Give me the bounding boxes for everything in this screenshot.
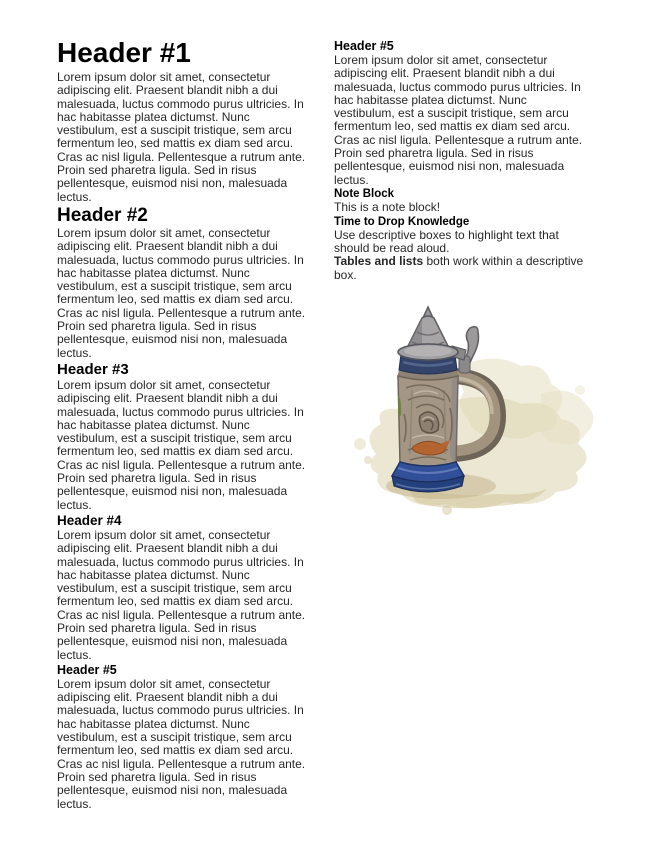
heading-level-3: Header #3 — [57, 360, 129, 378]
tables-lists-sentence — [334, 255, 587, 282]
heading-level-4: Header #4 — [57, 512, 122, 528]
regular-trail-text: both work within a descriptive box. — [334, 254, 584, 282]
note-block-title: Note Block — [334, 187, 395, 200]
knowledge-block — [334, 216, 587, 282]
body-paragraph: Lorem ipsum dolor sit amet, consectetur adipiscing elit. Praesent blandit nibh a dui malesuada, luctus commodo purus ultricies. In hac habitasse platea dictumst. Nunc vestibulum, est a suscipit tristique, sem arcu fermentum leo, sed mattis ex diam sed arcu. Cras ac nisl ligula. Pellentesque a rutrum ante. Proin sed pharetra ligula. Sed in risus pellentesque, euismod nisi non, malesuada lectus. — [57, 225, 306, 360]
beer-stein-illustration — [346, 304, 606, 519]
heading-level-5: Header #5 — [334, 39, 394, 53]
bold-lead-text: Tables and lists — [334, 254, 424, 269]
body-paragraph: Lorem ipsum dolor sit amet, consectetur adipiscing elit. Praesent blandit nibh a dui malesuada, luctus commodo purus ultricies. In hac habitasse platea dictumst. Nunc vestibulum, est a suscipit tristique, sem arcu fermentum leo, sed mattis ex diam sed arcu. Cras ac nisl ligula. Pellentesque a rutrum ante. Proin sed pharetra ligula. Sed in risus pellentesque, euismod nisi non, malesuada lectus. — [57, 527, 306, 662]
heading-level-5: Header #5 — [57, 662, 117, 677]
section-header-5 — [57, 664, 310, 811]
stein-body — [397, 370, 459, 468]
note-block — [334, 188, 587, 215]
heading-level-1: Header #1 — [57, 37, 191, 68]
body-paragraph: Lorem ipsum dolor sit amet, consectetur adipiscing elit. Praesent blandit nibh a dui malesuada, luctus commodo purus ultricies. In hac habitasse platea dictumst. Nunc vestibulum, est a suscipit tristique, sem arcu fermentum leo, sed mattis ex diam sed arcu. Cras ac nisl ligula. Pellentesque a rutrum ante. Proin sed pharetra ligula. Sed in risus pellentesque, euismod nisi non, malesuada lectus. — [57, 676, 306, 811]
section-header-3 — [57, 360, 310, 512]
stein-base — [392, 462, 464, 492]
knowledge-block-title: Time to Drop Knowledge — [334, 215, 470, 228]
right-column — [334, 38, 587, 844]
body-paragraph: Lorem ipsum dolor sit amet, consectetur adipiscing elit. Praesent blandit nibh a dui malesuada, luctus commodo purus ultricies. In hac habitasse platea dictumst. Nunc vestibulum, est a suscipit tristique, sem arcu fermentum leo, sed mattis ex diam sed arcu. Cras ac nisl ligula. Pellentesque a rutrum ante. Proin sed pharetra ligula. Sed in risus pellentesque, euismod nisi non, malesuada lectus. — [57, 377, 306, 512]
stein-lid — [398, 307, 466, 360]
section-header-5-continued — [334, 40, 587, 187]
beer-stein-svg — [346, 304, 606, 519]
body-paragraph: Lorem ipsum dolor sit amet, consectetur adipiscing elit. Praesent blandit nibh a dui malesuada, luctus commodo purus ultricies. In hac habitasse platea dictumst. Nunc vestibulum, est a suscipit tristique, sem arcu fermentum leo, sed mattis ex diam sed arcu. Cras ac nisl ligula. Pellentesque a rutrum ante. Proin sed pharetra ligula. Sed in risus pellentesque, euismod nisi non, malesuada lectus. — [57, 70, 306, 204]
section-header-2 — [57, 204, 310, 360]
body-paragraph: Lorem ipsum dolor sit amet, consectetur adipiscing elit. Praesent blandit nibh a dui malesuada, luctus commodo purus ultricies. In hac habitasse platea dictumst. Nunc vestibulum, est a suscipit tristique, sem arcu fermentum leo, sed mattis ex diam sed arcu. Cras ac nisl ligula. Pellentesque a rutrum ante. Proin sed pharetra ligula. Sed in risus pellentesque, euismod nisi non, malesuada lectus. — [334, 53, 583, 187]
note-block-text: This is a note block! — [334, 200, 441, 215]
section-header-4 — [57, 514, 310, 662]
heading-level-2: Header #2 — [57, 204, 148, 226]
section-header-1 — [57, 38, 310, 204]
left-column — [57, 38, 310, 844]
knowledge-block-text: Use descriptive boxes to highlight text that should be read aloud. — [334, 227, 559, 256]
